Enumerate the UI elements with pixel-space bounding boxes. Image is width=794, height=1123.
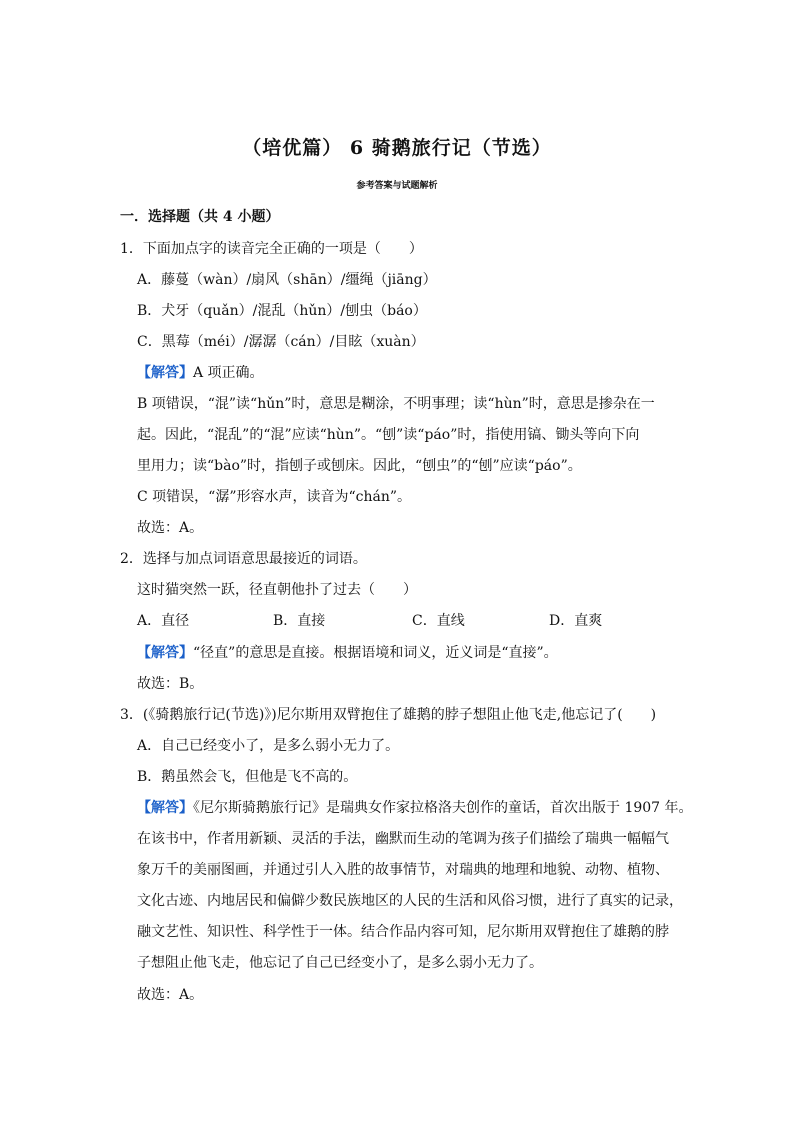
q1-option-a: A．藤蔓（wàn）/扇风（shān）/缰绳（jiāng） [137,272,437,288]
q3-explain-line: 融文艺性、知识性、科学性于一体。结合作品内容可知，尼尔斯用双臂抱住了雄鹅的脖 [137,924,669,940]
document-title: （培优篇） 6 骑鹅旅行记（节选） [242,137,552,159]
section-heading: 一．选择题（共 4 小题） [120,209,280,225]
q3-stem: 3．(《骑鹅旅行记(节选)》)尼尔斯用双臂抱住了雄鹅的脖子想阻止他飞走,他忘记了( ) [120,707,657,723]
q3-explain-line: 文化古迹、内地居民和偏僻少数民族地区的人民的生活和风俗习惯，进行了真实的记录， [137,893,683,909]
q1-answer-text: A 项正确。 [193,365,264,381]
q2-answer-text: “径直”的意思是直接。根据语境和词义，近义词是“直接”。 [193,645,558,661]
answer-tag: 【解答】 [137,645,193,661]
q3-option-a: A．自己已经变小了，是多么弱小无力了。 [137,738,400,754]
q1-explain-line: 里用力；读“bào”时，指刨子或刨床。因此，“刨虫”的“刨”应读“páo”。 [137,458,582,474]
q3-explain-line: 在该书中，作者用新颖、灵活的手法，幽默而生动的笔调为孩子们描绘了瑞典一幅幅气 [137,831,669,847]
q1-option-c: C．黑莓（méi）/潺潺（cán）/目眩（xuàn） [137,334,425,350]
q1-stem: 1．下面加点字的读音完全正确的一项是（ ） [120,241,423,257]
q2-stem: 2．选择与加点词语意思最接近的词语。 [120,551,367,567]
q1-answer [137,363,264,383]
q3-final: 故选：A。 [137,987,204,1003]
q1-explain-line: B 项错误，“混”读“hǔn”时，意思是糊涂，不明事理；读“hùn”时，意思是掺杂在一 [137,396,655,412]
q1-explain-line: 起。因此，“混乱”的“混”应读“hùn”。“刨”读“páo”时，指使用镐、锄头等向下向 [137,427,640,443]
q3-explain-line: 象万千的美丽图画，并通过引人入胜的故事情节，对瑞典的地理和地貌、动物、植物、 [137,862,669,878]
answer-tag: 【解答】 [137,800,193,816]
q2-sentence: 这时猫突然一跃，径直朝他扑了过去（ ） [137,582,417,598]
q2-answer [137,643,558,663]
q1-option-b: B．犬牙（quǎn）/混乱（hǔn）/刨虫（báo） [137,303,427,319]
q3-explain-line: 子想阻止他飞走，他忘记了自己已经变小了，是多么弱小无力了。 [137,955,543,971]
q2-option-c: C．直线 [412,613,465,629]
q3-answer [137,798,693,818]
q2-option-b: B．直接 [273,613,326,629]
q3-explain-first: 《尼尔斯骑鹅旅行记》是瑞典女作家拉格洛夫创作的童话，首次出版于 1907 年。 [193,800,693,816]
q2-options [137,611,637,631]
q1-explain-line: C 项错误，“潺”形容水声，读音为“chán”。 [137,489,412,505]
answer-tag: 【解答】 [137,365,193,381]
q2-final: 故选：B。 [137,676,204,692]
q3-option-b: B．鹅虽然会飞，但他是飞不高的。 [137,769,358,785]
document-subtitle: 参考答案与试题解析 [356,181,438,191]
q2-option-a: A．直径 [137,613,190,629]
q2-option-d: D．直爽 [549,613,603,629]
q1-final: 故选：A。 [137,520,204,536]
